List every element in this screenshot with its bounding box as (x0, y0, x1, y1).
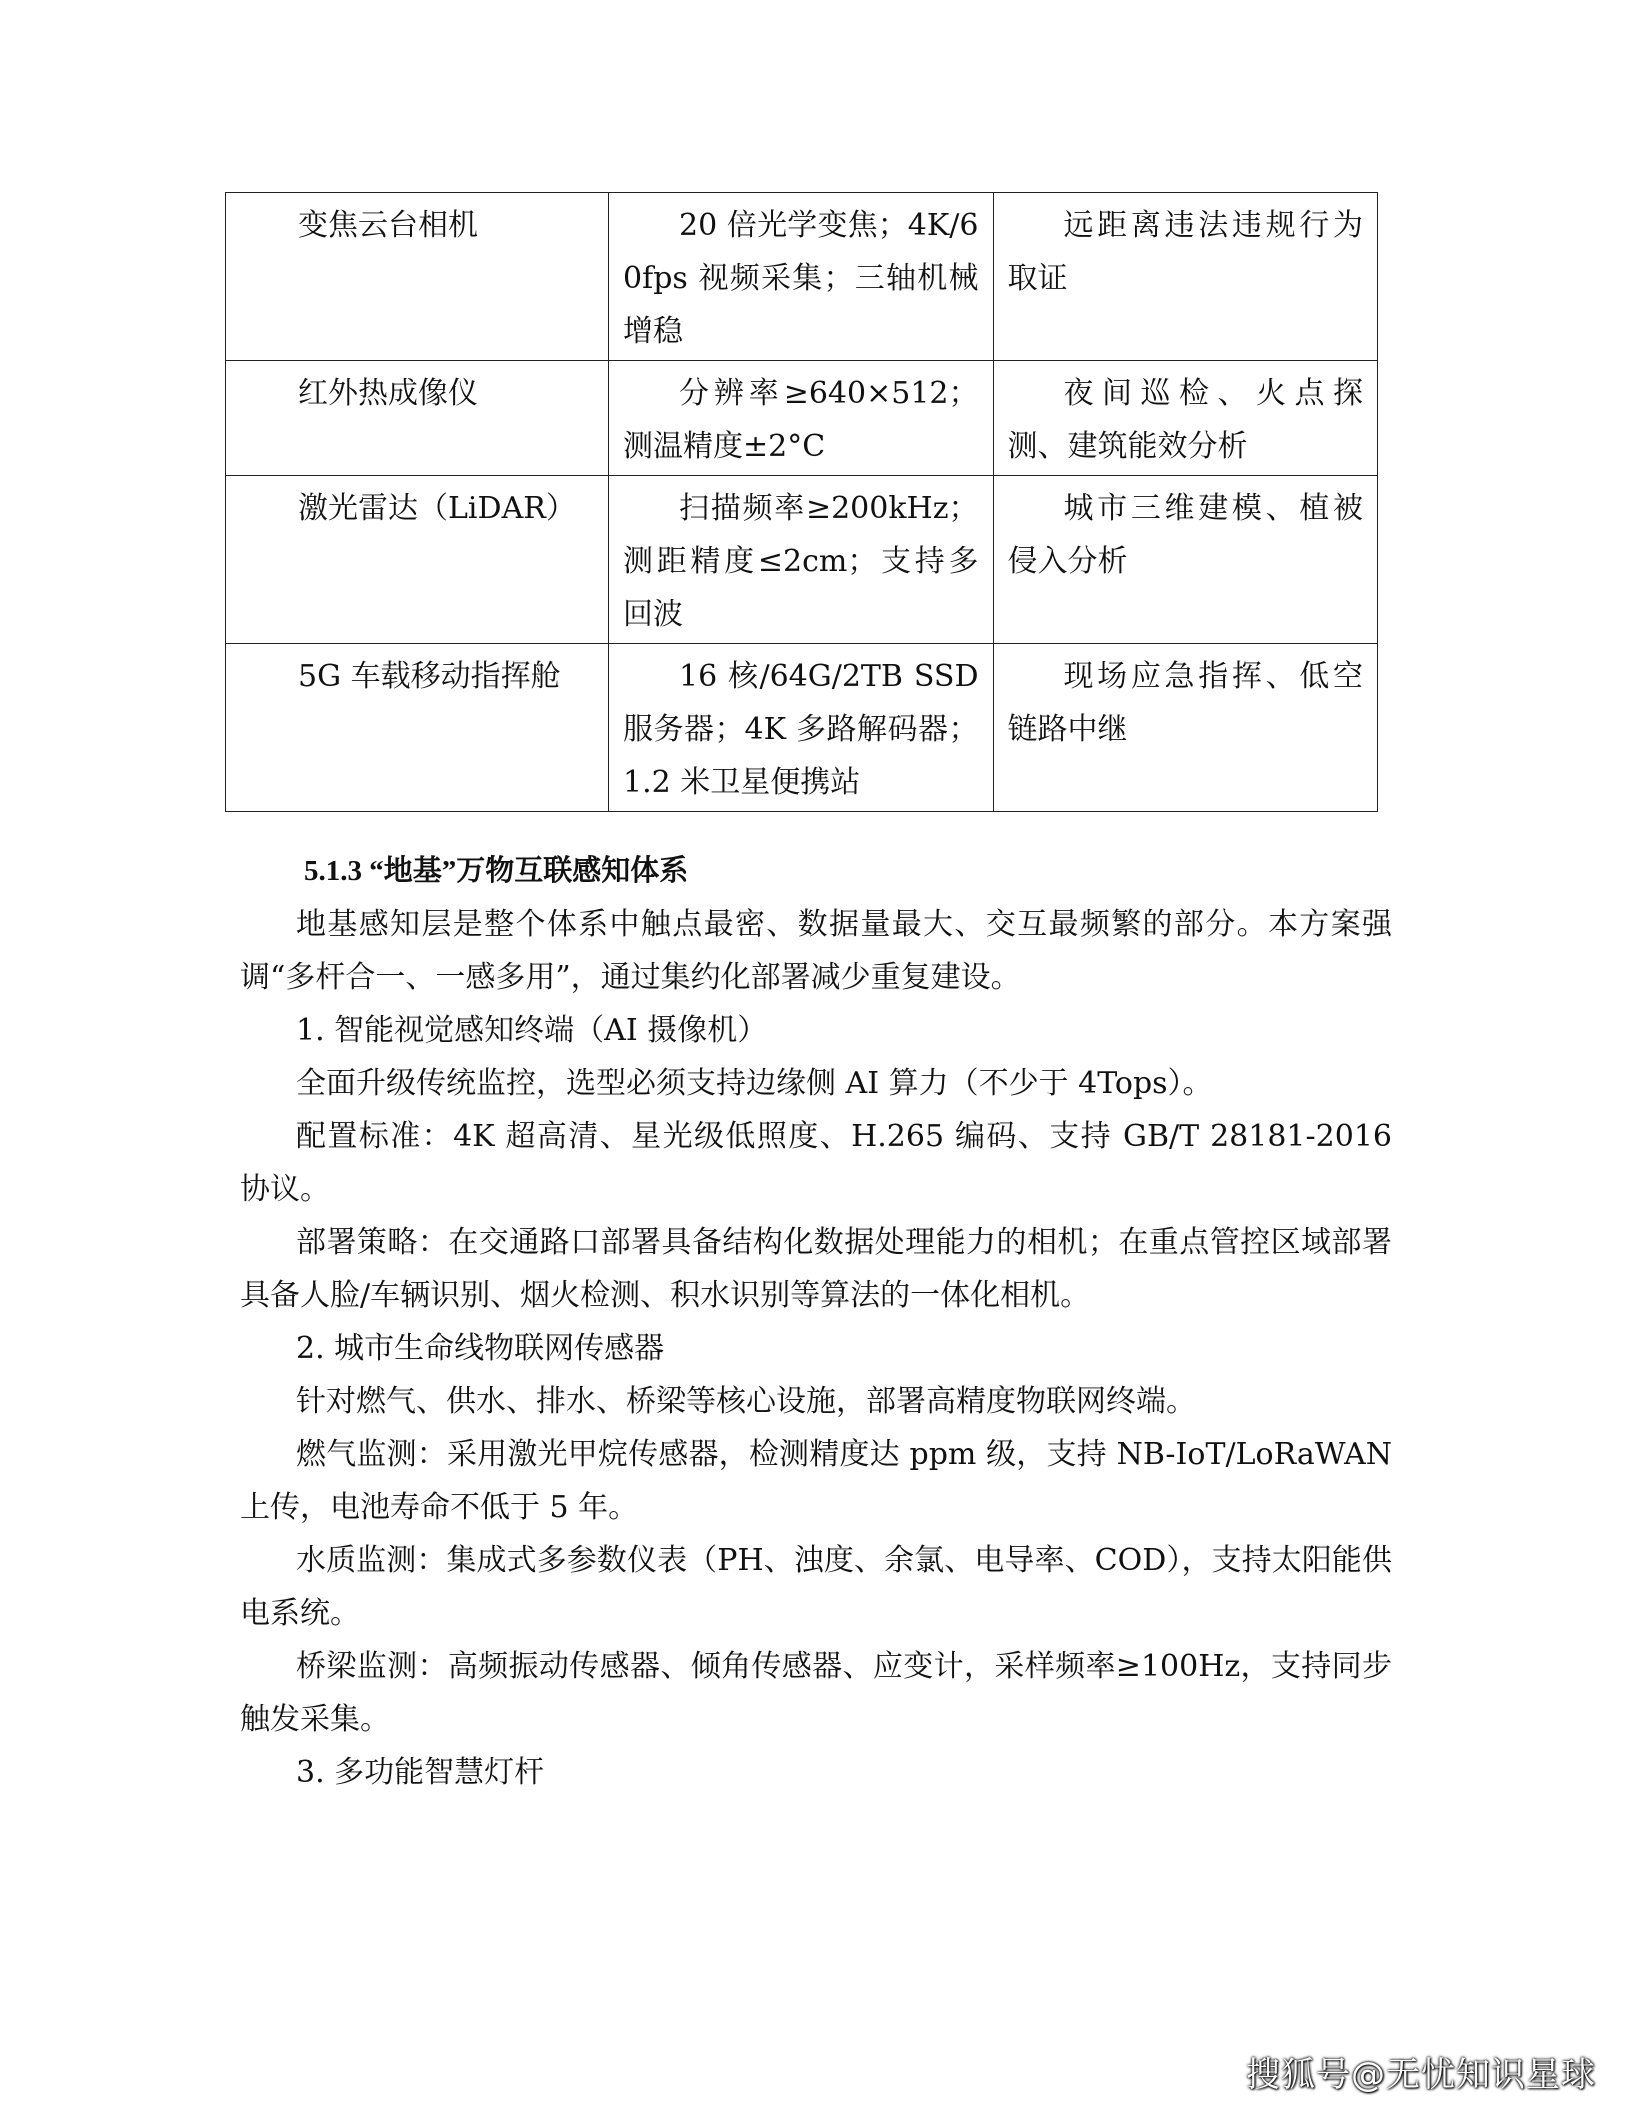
equipment-name-cell: 激光雷达（LiDAR） (226, 476, 609, 644)
source-watermark: 搜狐号@无忧知识星球 (1246, 2055, 1596, 2095)
equipment-spec-cell: 16 核/64G/2TB SSD 服务器；4K 多路解码器；1.2 米卫星便携站 (609, 644, 994, 812)
list-heading: 3. 多功能智慧灯杆 (296, 1755, 545, 1790)
body-paragraph: 针对燃气、供水、排水、桥梁等核心设施，部署高精度物联网终端。 (296, 1384, 1196, 1419)
table-row (226, 361, 1378, 476)
section-5-1-3 (240, 845, 1392, 1799)
equipment-use-cell: 现场应急指挥、低空链路中继 (993, 644, 1378, 812)
body-paragraph: 水质监测：集成式多参数仪表（PH、浊度、余氯、电导率、COD），支持太阳能供电系统。 (240, 1543, 1392, 1631)
equipment-table-container (225, 192, 1378, 812)
body-paragraph: 部署策略：在交通路口部署具备结构化数据处理能力的相机；在重点管控区域部署具备人脸/车辆识别、烟火检测、积水识别等算法的一体化相机。 (240, 1225, 1392, 1313)
equipment-use-cell: 远距离违法违规行为取证 (993, 193, 1378, 361)
list-heading: 1. 智能视觉感知终端（AI 摄像机） (296, 1013, 768, 1048)
body-paragraph: 地基感知层是整个体系中触点最密、数据量最大、交互最频繁的部分。本方案强调“多杆合一、一感多用”，通过集约化部署减少重复建设。 (240, 907, 1392, 995)
table-row (226, 476, 1378, 644)
equipment-spec-table (225, 192, 1378, 812)
body-paragraph: 全面升级传统监控，选型必须支持边缘侧 AI 算力（不少于 4Tops）。 (296, 1066, 1213, 1101)
table-row (226, 193, 1378, 361)
section-heading: 5.1.3 “地基”万物互联感知体系 (304, 855, 689, 887)
equipment-spec-cell: 扫描频率≥200kHz；测距精度≤2cm；支持多回波 (609, 476, 994, 644)
equipment-name-cell: 红外热成像仪 (226, 361, 609, 476)
body-paragraph: 桥梁监测：高频振动传感器、倾角传感器、应变计，采样频率≥100Hz，支持同步触发采集。 (240, 1649, 1392, 1737)
equipment-spec-cell: 分辨率≥640×512；测温精度±2°C (609, 361, 994, 476)
equipment-spec-cell: 20 倍光学变焦；4K/60fps 视频采集；三轴机械增稳 (609, 193, 994, 361)
list-heading: 2. 城市生命线物联网传感器 (296, 1331, 665, 1366)
table-row (226, 644, 1378, 812)
body-paragraph: 燃气监测：采用激光甲烷传感器，检测精度达 ppm 级，支持 NB-IoT/LoRaWAN 上传，电池寿命不低于 5 年。 (240, 1437, 1392, 1525)
equipment-use-cell: 城市三维建模、植被侵入分析 (993, 476, 1378, 644)
equipment-use-cell: 夜间巡检、火点探测、建筑能效分析 (993, 361, 1378, 476)
equipment-name-cell: 5G 车载移动指挥舱 (226, 644, 609, 812)
body-paragraph: 配置标准：4K 超高清、星光级低照度、H.265 编码、支持 GB/T 28181-2016 协议。 (240, 1119, 1392, 1207)
equipment-name-cell: 变焦云台相机 (226, 193, 609, 361)
